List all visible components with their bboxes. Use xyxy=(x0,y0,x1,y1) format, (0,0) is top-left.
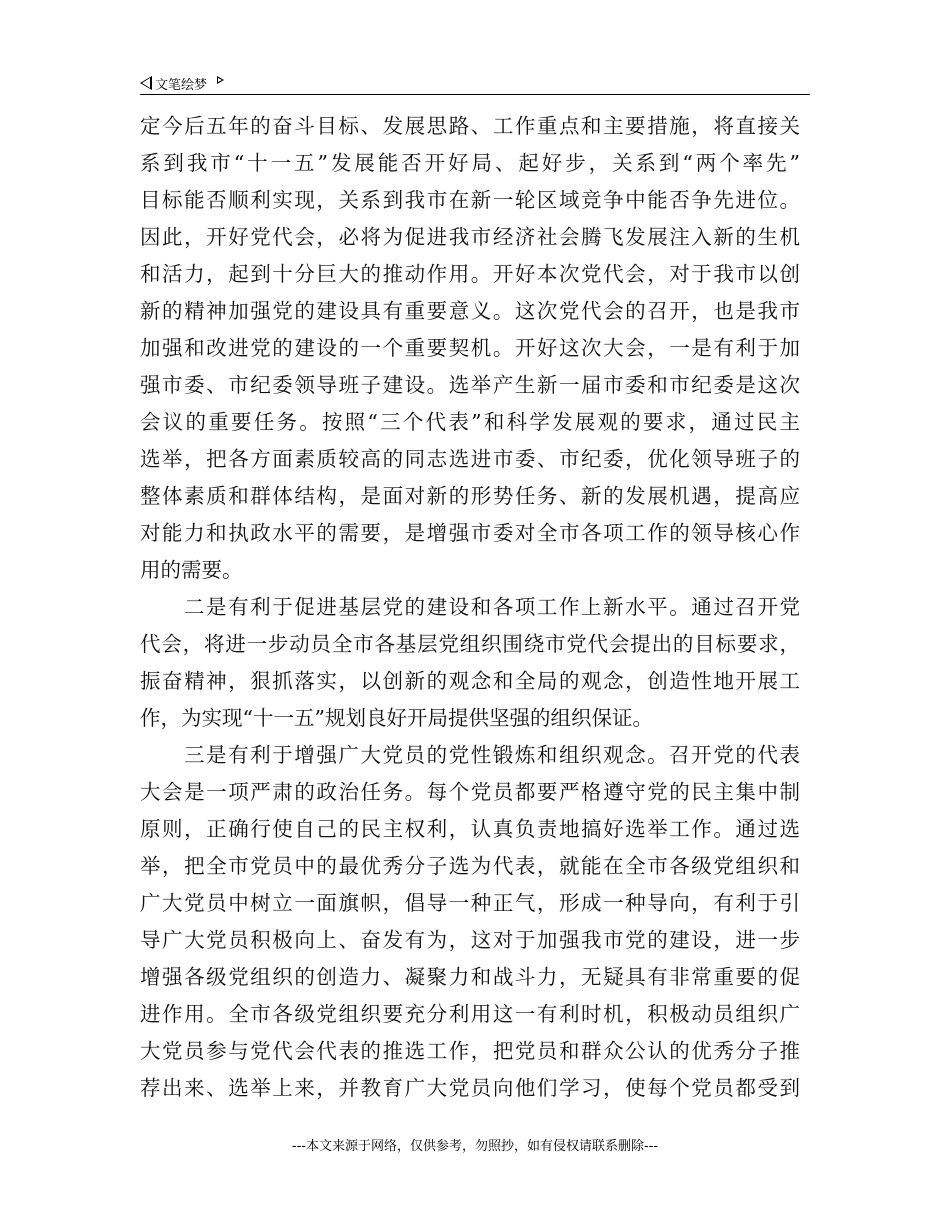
text-line: 对能力和执政水平的需要，是增强市委对全市各项工作的领导核心作 xyxy=(140,521,800,545)
text-line: 荐出来、选举上来，并教育广大党员向他们学习，使每个党员都受到 xyxy=(140,1076,800,1100)
paragraph-start-line: 二是有利于促进基层党的建设和各项工作上新水平。通过召开党 xyxy=(184,595,800,619)
body-text xyxy=(140,108,800,1107)
text-line: 和活力，起到十分巨大的推动作用。开好本次党代会，对于我市以创 xyxy=(140,262,800,286)
text-line: 振奋精神，狠抓落实，以创新的观念和全局的观念，创造性地开展工 xyxy=(140,669,800,693)
header-title: 文笔绘梦 xyxy=(155,77,208,93)
text-line: 增强各级党组织的创造力、凝聚力和战斗力，无疑具有非常重要的促 xyxy=(140,965,800,989)
text-line: 强市委、市纪委领导班子建设。选举产生新一届市委和市纪委是这次 xyxy=(140,373,800,397)
triangle-left-icon xyxy=(140,76,152,90)
text-line: 原则，正确行使自己的民主权利，认真负责地搞好选举工作。通过选 xyxy=(140,817,800,841)
text-line: 会议的重要任务。按照“三个代表”和科学发展观的要求，通过民主 xyxy=(140,410,800,434)
text-line: 举，把全市党员中的最优秀分子选为代表，就能在全市各级党组织和 xyxy=(140,854,800,878)
text-line: 进作用。全市各级党组织要充分利用这一有利时机，积极动员组织广 xyxy=(140,1002,800,1026)
text-line: 新的精神加强党的建设具有重要意义。这次党代会的召开，也是我市 xyxy=(140,299,800,323)
text-line: 选举，把各方面素质较高的同志选进市委、市纪委，优化领导班子的 xyxy=(140,447,800,471)
paragraph-start-line: 三是有利于增强广大党员的党性锻炼和组织观念。召开党的代表 xyxy=(184,743,800,767)
text-line: 广大党员中树立一面旗帜，倡导一种正气，形成一种导向，有利于引 xyxy=(140,891,800,915)
text-line: 整体素质和群体结构，是面对新的形势任务、新的发展机遇，提高应 xyxy=(140,484,800,508)
text-line: 作，为实现“十一五”规划良好开局提供坚强的组织保证。 xyxy=(140,706,653,730)
text-line: 用的需要。 xyxy=(140,558,243,582)
text-line: 系到我市“十一五”发展能否开好局、起好步，关系到“两个率先” xyxy=(140,151,800,175)
text-line: 大党员参与党代会代表的推选工作，把党员和群众公认的优秀分子推 xyxy=(140,1039,800,1063)
text-line: 导广大党员积极向上、奋发有为，这对于加强我市党的建设，进一步 xyxy=(140,928,800,952)
text-line: 大会是一项严肃的政治任务。每个党员都要严格遵守党的民主集中制 xyxy=(140,780,800,804)
triangle-right-icon xyxy=(217,76,224,84)
text-line: 因此，开好党代会，必将为促进我市经济社会腾飞发展注入新的生机 xyxy=(140,225,800,249)
text-line: 代会，将进一步动员全市各基层党组织围绕市党代会提出的目标要求， xyxy=(140,632,800,656)
page-header xyxy=(140,72,810,95)
text-line: 目标能否顺利实现，关系到我市在新一轮区域竞争中能否争先进位。 xyxy=(140,188,800,212)
text-line: 加强和改进党的建设的一个重要契机。开好这次大会，一是有利于加 xyxy=(140,336,800,360)
text-line: 定今后五年的奋斗目标、发展思路、工作重点和主要措施，将直接关 xyxy=(140,114,800,138)
footer-disclaimer: ---本文来源于网络，仅供参考，勿照抄，如有侵权请联系删除--- xyxy=(291,1139,659,1154)
